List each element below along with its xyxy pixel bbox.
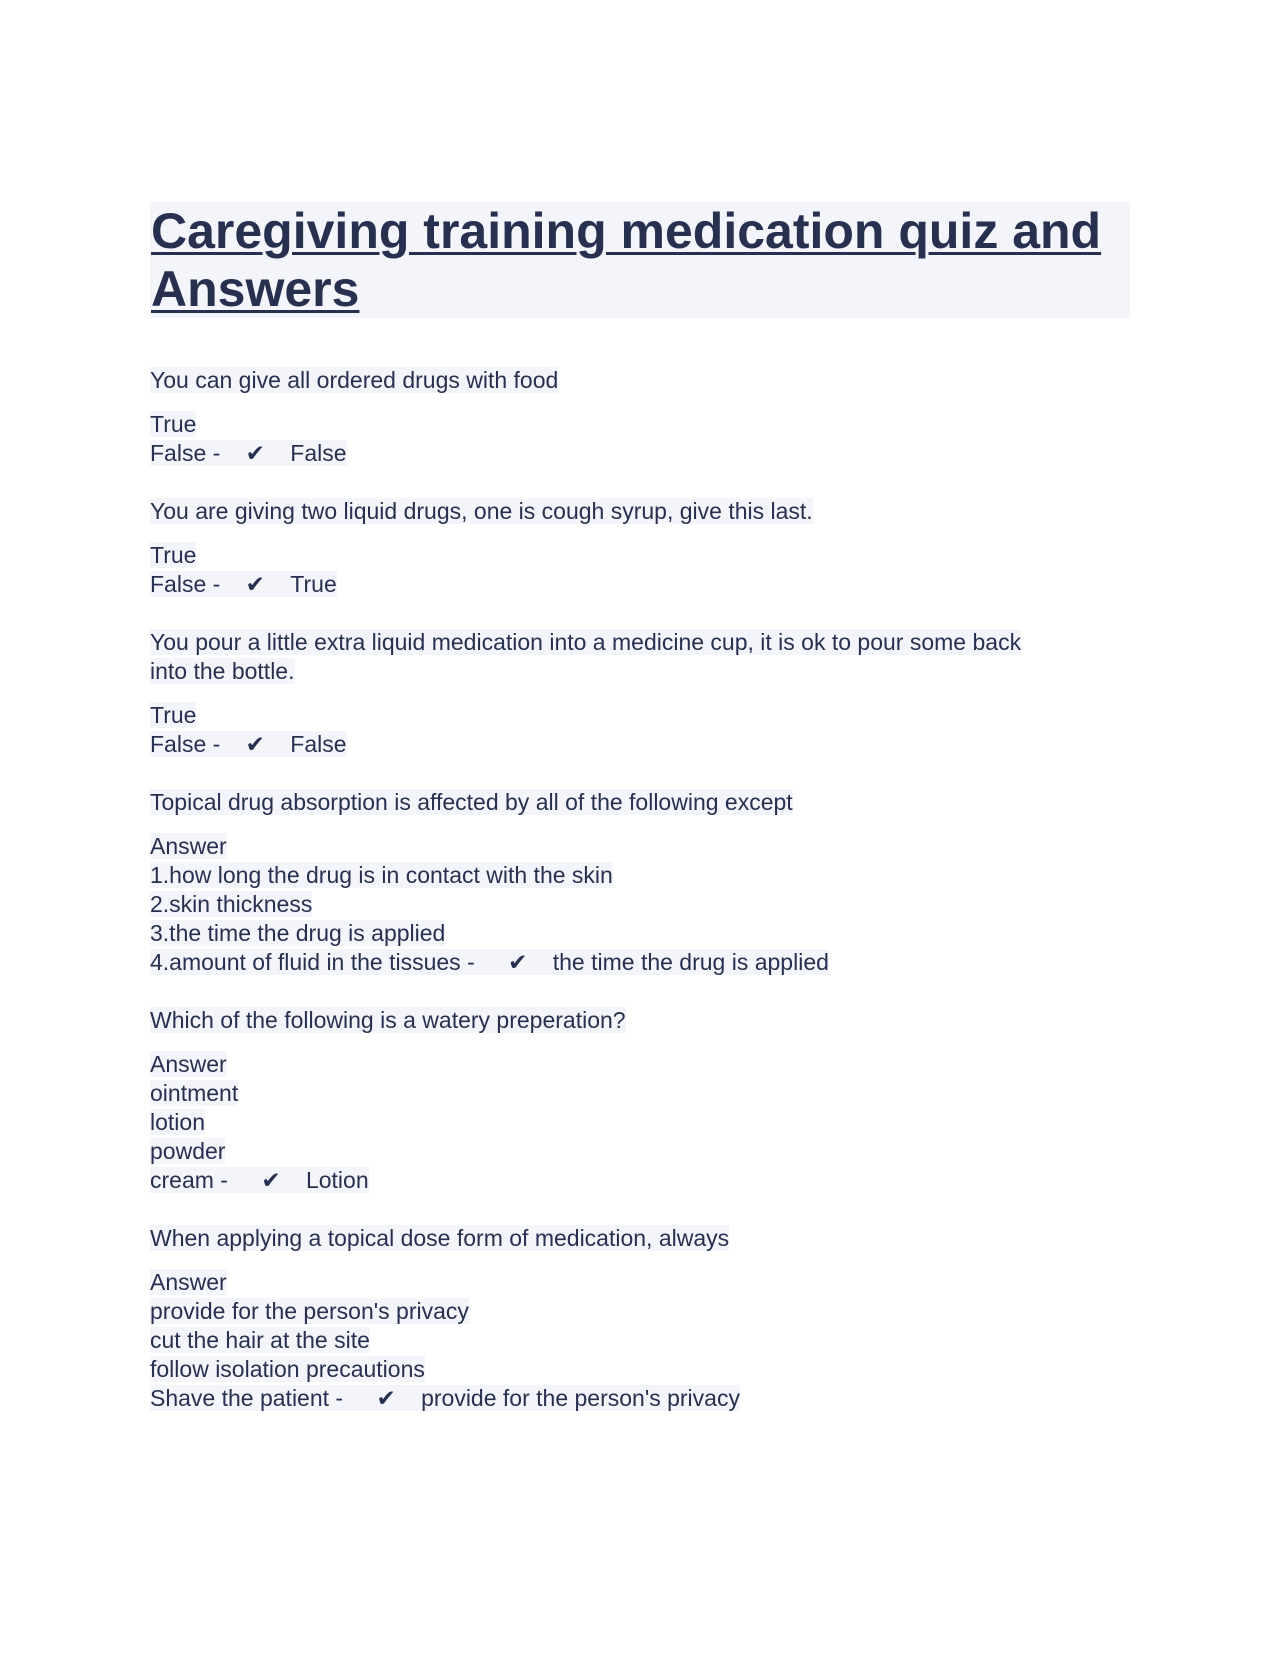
correct-answer: provide for the person's privacy — [421, 1385, 740, 1411]
question-block-6 — [150, 1224, 1130, 1413]
checkmark-icon: ✔ — [245, 731, 265, 757]
question-block-2 — [150, 497, 1130, 599]
question-text: Which of the following is a watery preperation? — [150, 1007, 626, 1033]
option-item: True — [150, 411, 197, 437]
option-item: lotion — [150, 1109, 205, 1135]
checkmark-icon: ✔ — [261, 1167, 281, 1193]
correct-answer: True — [290, 571, 337, 597]
option-item: powder — [150, 1138, 226, 1164]
option-item: True — [150, 702, 197, 728]
option-item: cream - — [150, 1167, 228, 1193]
option-item: False - — [150, 440, 221, 466]
answer-label: Answer — [150, 833, 227, 859]
option-item: cut the hair at the site — [150, 1327, 370, 1353]
option-item: 2.skin thickness — [150, 891, 313, 917]
question-block-3 — [150, 628, 1130, 759]
question-text: Topical drug absorption is affected by all of the following except — [150, 789, 793, 815]
title-box — [150, 202, 1130, 318]
question-text: You are giving two liquid drugs, one is cough syrup, give this last. — [150, 498, 813, 524]
checkmark-icon: ✔ — [508, 949, 528, 975]
question-text: into the bottle. — [150, 658, 295, 684]
option-item: 3.the time the drug is applied — [150, 920, 446, 946]
option-item: ointment — [150, 1080, 239, 1106]
option-item: 1.how long the drug is in contact with the skin — [150, 862, 613, 888]
option-item: False - — [150, 731, 221, 757]
option-item: 4.amount of fluid in the tissues - — [150, 949, 475, 975]
document-content — [150, 202, 1130, 1442]
checkmark-icon: ✔ — [245, 440, 265, 466]
answer-label: Answer — [150, 1051, 227, 1077]
question-text: You pour a little extra liquid medication into a medicine cup, it is ok to pour some back — [150, 629, 1022, 655]
option-item: follow isolation precautions — [150, 1356, 425, 1382]
correct-answer: False — [290, 731, 347, 757]
page-title: Caregiving training medication quiz and Answers — [151, 203, 1102, 317]
option-item: False - — [150, 571, 221, 597]
question-block-1 — [150, 366, 1130, 468]
question-block-4 — [150, 788, 1130, 977]
checkmark-icon: ✔ — [245, 571, 265, 597]
question-text: When applying a topical dose form of medication, always — [150, 1225, 730, 1251]
question-text: You can give all ordered drugs with food — [150, 367, 559, 393]
option-item: True — [150, 542, 197, 568]
checkmark-icon: ✔ — [376, 1385, 396, 1411]
correct-answer: Lotion — [305, 1167, 369, 1193]
answer-label: Answer — [150, 1269, 227, 1295]
option-item: provide for the person's privacy — [150, 1298, 469, 1324]
correct-answer: the time the drug is applied — [552, 949, 829, 975]
option-item: Shave the patient - — [150, 1385, 344, 1411]
question-block-5 — [150, 1006, 1130, 1195]
correct-answer: False — [290, 440, 347, 466]
